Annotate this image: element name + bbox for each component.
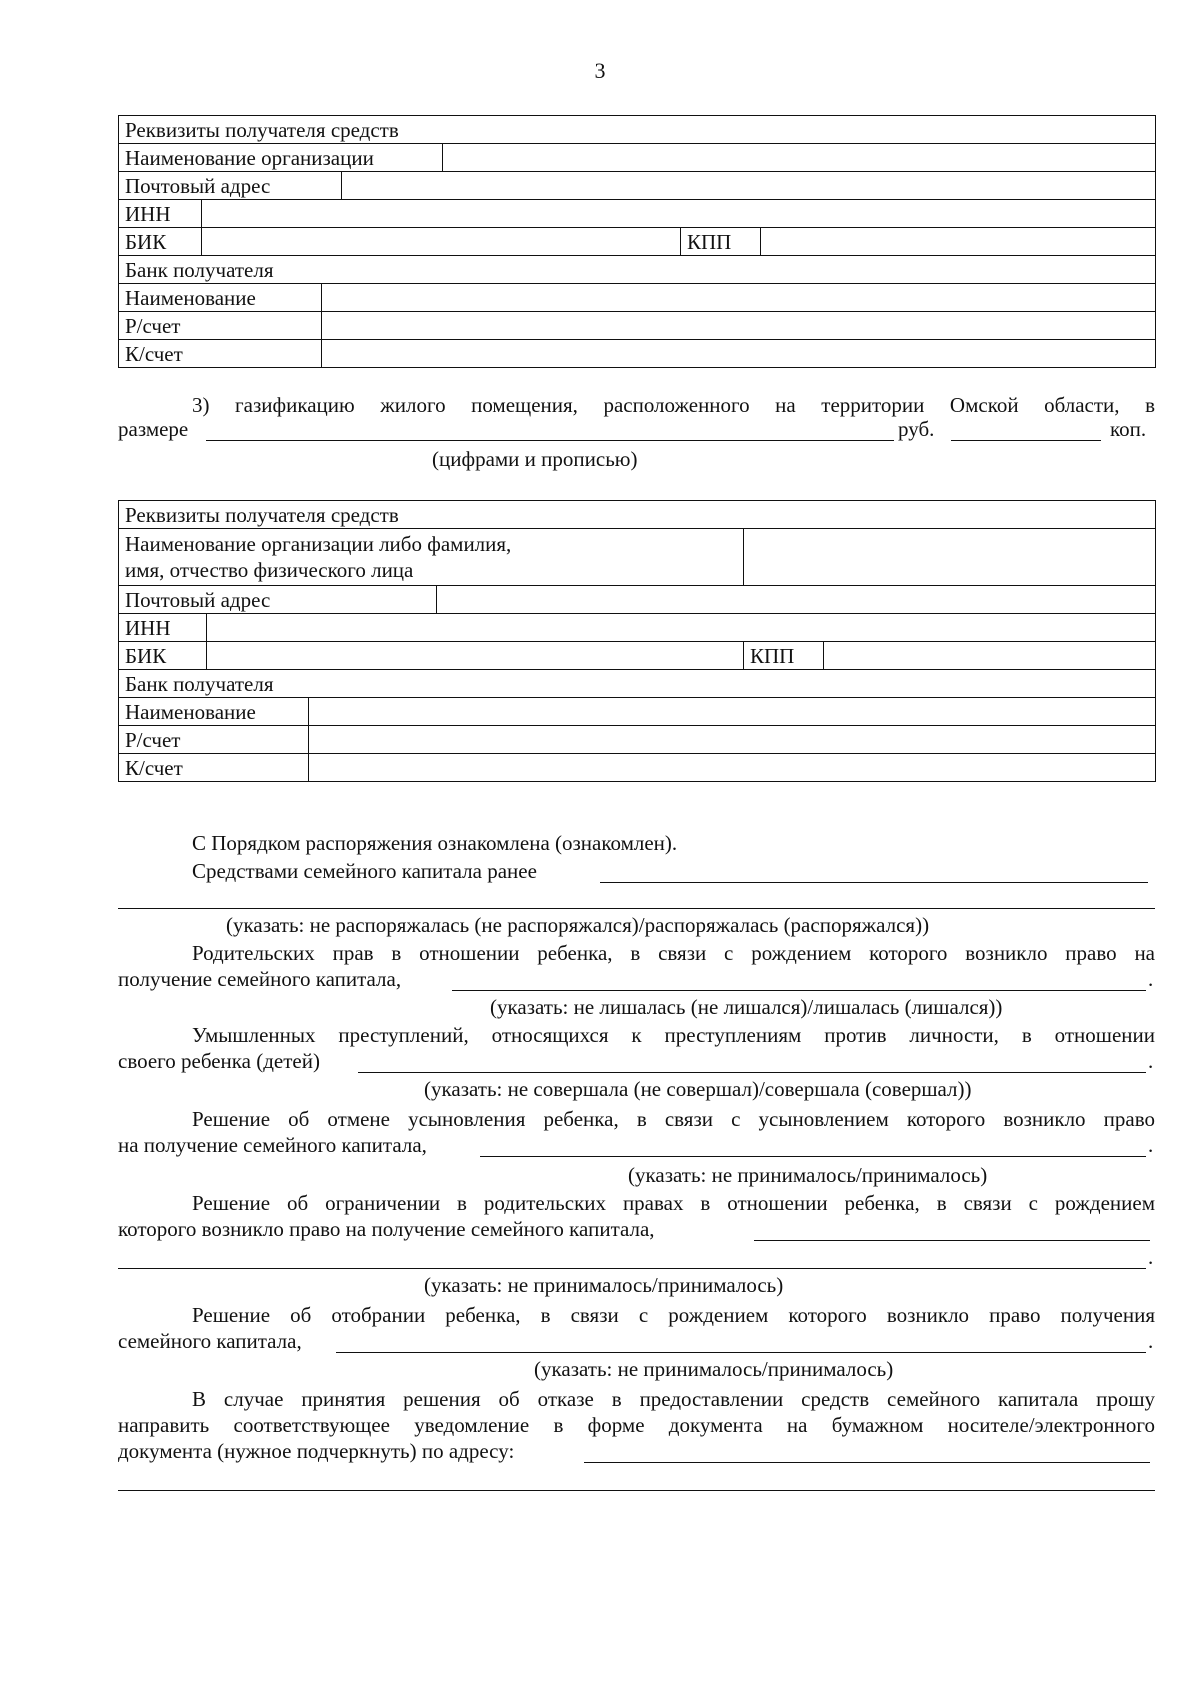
- restriction-field[interactable]: [754, 1240, 1150, 1241]
- bik-field[interactable]: [202, 228, 681, 256]
- bank-name-label: Наименование: [119, 698, 309, 726]
- removal-field[interactable]: [336, 1352, 1146, 1353]
- postal-address-field[interactable]: [342, 172, 1156, 200]
- rights-field[interactable]: [452, 990, 1146, 991]
- bank-name-label: Наименование: [119, 284, 322, 312]
- correspondent-account-field[interactable]: [309, 754, 1156, 782]
- removal-line2: семейного капитала,: [118, 1329, 302, 1353]
- bik-field[interactable]: [207, 642, 744, 670]
- removal-period: .: [1148, 1329, 1154, 1353]
- inn-field[interactable]: [207, 614, 1156, 642]
- settlement-account-label: Р/счет: [119, 726, 309, 754]
- org-name-field[interactable]: [443, 144, 1156, 172]
- hint-removal: (указать: не принималось/принималось): [534, 1357, 894, 1381]
- familiar-statement: С Порядком распоряжения ознакомлена (ознакомлен).: [192, 831, 678, 855]
- refusal-address-field-cont[interactable]: [118, 1490, 1155, 1491]
- recipient-requisites-table-1: [118, 115, 1156, 368]
- rights-period: .: [1148, 967, 1154, 991]
- page-number: 3: [594, 58, 606, 83]
- item3-razmere: размере: [118, 417, 189, 441]
- adoption-line1: Решение об отмене усыновления ребенка, в связи с усыновлением которого возникло право: [192, 1107, 1155, 1131]
- amount-kop-field[interactable]: [951, 440, 1101, 441]
- settlement-account-field[interactable]: [322, 312, 1156, 340]
- bank-section-label: Банк получателя: [119, 256, 1156, 284]
- hint-disposed: (указать: не распоряжалась (не распоряжался)/распоряжалась (распоряжался)): [226, 913, 930, 937]
- amount-rub-field[interactable]: [206, 440, 894, 441]
- refusal-line1: В случае принятия решения об отказе в предоставлении средств семейного капитала прошу: [192, 1387, 1155, 1411]
- restriction-period: .: [1148, 1245, 1154, 1269]
- correspondent-account-field[interactable]: [322, 340, 1156, 368]
- capital-before-label: Средствами семейного капитала ранее: [192, 859, 537, 883]
- bank-name-field[interactable]: [322, 284, 1156, 312]
- settlement-account-label: Р/счет: [119, 312, 322, 340]
- org-or-person-label: [119, 529, 744, 586]
- settlement-account-field[interactable]: [309, 726, 1156, 754]
- correspondent-account-label: К/счет: [119, 754, 309, 782]
- inn-field[interactable]: [202, 200, 1156, 228]
- crimes-line1: Умышленных преступлений, относящихся к преступлениям против личности, в отношении: [192, 1023, 1155, 1047]
- rights-line1: Родительских прав в отношении ребенка, в связи с рождением которого возникло право на: [192, 941, 1155, 965]
- bank-name-field[interactable]: [309, 698, 1156, 726]
- kpp-label: КПП: [744, 642, 824, 670]
- org-or-person-field[interactable]: [744, 529, 1156, 586]
- capital-before-field-cont[interactable]: [118, 908, 1155, 909]
- item3-hint: (цифрами и прописью): [432, 447, 638, 471]
- bik-label: БИК: [119, 642, 207, 670]
- adoption-period: .: [1148, 1133, 1154, 1157]
- restriction-field-cont[interactable]: [118, 1268, 1146, 1269]
- table-title: Реквизиты получателя средств: [119, 501, 1156, 529]
- crimes-line2: своего ребенка (детей): [118, 1049, 320, 1073]
- kpp-label: КПП: [681, 228, 761, 256]
- inn-label: ИНН: [119, 614, 207, 642]
- recipient-requisites-table-2: [118, 500, 1156, 782]
- bik-label: БИК: [119, 228, 202, 256]
- rights-line2: получение семейного капитала,: [118, 967, 402, 991]
- kpp-field[interactable]: [824, 642, 1156, 670]
- item3-text: 3) газификацию жилого помещения, расположенного на территории Омской области, в: [192, 393, 1155, 417]
- item3-rub: руб.: [898, 417, 935, 441]
- hint-committed: (указать: не совершала (не совершал)/совершала (совершал)): [424, 1077, 972, 1101]
- hint-restriction: (указать: не принималось/принималось): [424, 1273, 784, 1297]
- adoption-line2: на получение семейного капитала,: [118, 1133, 427, 1157]
- crimes-period: .: [1148, 1049, 1154, 1073]
- refusal-line3: документа (нужное подчеркнуть) по адресу:: [118, 1439, 515, 1463]
- refusal-address-field[interactable]: [584, 1462, 1150, 1463]
- table-title: Реквизиты получателя средств: [119, 116, 1156, 144]
- removal-line1: Решение об отобрании ребенка, в связи с рождением которого возникло право получения: [192, 1303, 1155, 1327]
- hint-deprived: (указать: не лишалась (не лишался)/лишалась (лишался)): [490, 995, 1003, 1019]
- kpp-field[interactable]: [761, 228, 1156, 256]
- correspondent-account-label: К/счет: [119, 340, 322, 368]
- adoption-field[interactable]: [480, 1156, 1146, 1157]
- postal-address-label: Почтовый адрес: [119, 586, 437, 614]
- org-or-person-label-line1: Наименование организации либо фамилия,: [125, 532, 512, 556]
- item3-kop: коп.: [1110, 417, 1147, 441]
- refusal-line2: направить соответствующее уведомление в форме документа на бумажном носителе/электронного: [118, 1413, 1155, 1437]
- restriction-line1: Решение об ограничении в родительских правах в отношении ребенка, в связи с рождением: [192, 1191, 1155, 1215]
- restriction-line2: которого возникло право на получение семейного капитала,: [118, 1217, 655, 1241]
- postal-address-field[interactable]: [437, 586, 1156, 614]
- capital-before-field[interactable]: [600, 882, 1148, 883]
- crimes-field[interactable]: [358, 1072, 1146, 1073]
- hint-adoption: (указать: не принималось/принималось): [628, 1163, 988, 1187]
- postal-address-label: Почтовый адрес: [119, 172, 342, 200]
- org-or-person-label-line2: имя, отчество физического лица: [125, 558, 414, 582]
- inn-label: ИНН: [119, 200, 202, 228]
- org-name-label: Наименование организации: [119, 144, 443, 172]
- bank-section-label: Банк получателя: [119, 670, 1156, 698]
